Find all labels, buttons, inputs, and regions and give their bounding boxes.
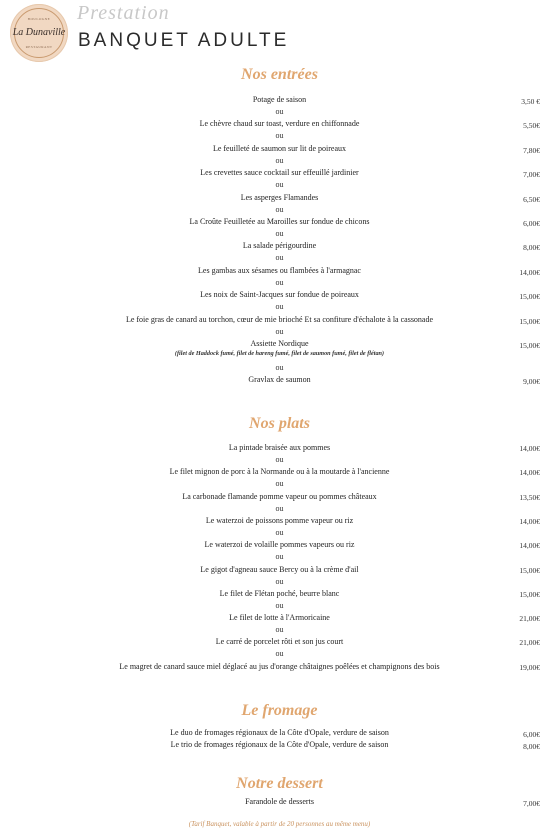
menu-item-name: Le filet mignon de porc à la Normande ou à la moutarde à l'ancienne	[169, 467, 390, 477]
or-separator: ou	[275, 503, 284, 513]
section-title-plats: Nos plats	[249, 415, 310, 432]
menu-item-price: 19,00€	[519, 662, 540, 672]
menu-item-name: Les asperges Flamandes	[240, 192, 319, 202]
or-separator: ou	[275, 326, 284, 336]
or-separator: ou	[275, 600, 284, 610]
menu-item-price: 21,00€	[519, 614, 540, 624]
menu-item-price: 7,80€	[523, 145, 540, 155]
menu-item-name: La pintade braisée aux pommes	[228, 443, 331, 452]
menu-item-price: 21,00€	[519, 638, 540, 648]
menu-item-name: Le trio de fromages régionaux de la Côte d'Opale, verdure de saison	[170, 739, 389, 749]
or-separator: ou	[275, 625, 284, 635]
menu-item-price: 3,50 €	[521, 97, 540, 106]
menu-item-name: Les crevettes sauce cocktail sur effeuillé jardinier	[200, 168, 359, 178]
menu-item-name: Le waterzoi de poissons pomme vapeur ou riz	[205, 515, 354, 525]
or-separator: ou	[275, 649, 284, 659]
or-separator: ou	[275, 302, 284, 312]
section-title-dessert: Notre dessert	[236, 775, 323, 792]
footer-note: (Tarif Banquet, valable à partir de 20 personnes au même menu)	[188, 820, 371, 828]
menu-item-name: La salade périgourdine	[242, 241, 317, 251]
menu-item-price: 7,00€	[523, 799, 540, 808]
or-separator: ou	[275, 552, 284, 562]
logo-top-text: BOULOGNE	[27, 17, 51, 21]
or-separator: ou	[275, 479, 284, 489]
menu-item-price: 15,00€	[519, 565, 540, 575]
menu-item-price: 14,00€	[519, 541, 540, 551]
menu-item-price: 15,00€	[519, 341, 540, 350]
menu-item-name: Le feuilleté de saumon sur lit de poireaux	[212, 143, 347, 153]
menu-item-name: Les noix de Saint-Jacques sur fondue de poireaux	[200, 290, 359, 300]
menu-item-name: La Croûte Feuilletée au Maroilles sur fondue de chicons	[189, 217, 370, 226]
or-separator: ou	[275, 253, 284, 263]
or-separator: ou	[275, 576, 284, 586]
or-separator: ou	[275, 455, 284, 464]
menu-item-name: Les gambas aux sésames ou flambées à l'armagnac	[198, 265, 361, 275]
logo-name: La Dunaville	[12, 27, 66, 38]
section-title-fromage: Le fromage	[241, 702, 318, 719]
menu-item-name: Le chèvre chaud sur toast, verdure en chiffonnade	[199, 119, 360, 129]
or-separator: ou	[275, 180, 284, 190]
or-separator: ou	[275, 131, 284, 141]
or-separator: ou	[275, 527, 284, 537]
menu-item-name: Le filet de lotte à l'Armoricaine	[229, 613, 330, 623]
or-separator: ou	[275, 229, 284, 238]
or-separator: ou	[275, 107, 284, 116]
menu-item-price: 15,00€	[519, 589, 540, 599]
section-title-entrees: Nos entrées	[241, 66, 318, 83]
menu-item-name: Assiette Nordique	[250, 339, 309, 348]
menu-item-price: 8,00€	[523, 243, 540, 253]
menu-item-name: Le carré de porcelet rôti et son jus court	[215, 637, 344, 647]
page-title: BANQUET ADULTE	[78, 30, 290, 51]
or-separator: ou	[275, 204, 284, 214]
logo	[10, 4, 68, 62]
menu-item-name: Le foie gras de canard au torchon, cœur de mie brioché Et sa confiture d'échalote à la cassonade	[125, 314, 434, 324]
menu-item-name: Gravlax de saumon	[248, 375, 311, 385]
menu-item-name: Le waterzoi de volaille pommes vapeurs ou riz	[204, 540, 355, 550]
menu-item-price: 7,00€	[523, 170, 540, 180]
or-separator: ou	[275, 363, 284, 372]
menu-item-price: 14,00€	[519, 267, 540, 277]
menu-item-price: 14,00€	[519, 468, 540, 478]
menu-item-name: Le duo de fromages régionaux de la Côte d'Opale, verdure de saison	[170, 728, 389, 737]
menu-item-name: La carbonade flamande pomme vapeur ou pommes châteaux	[182, 491, 377, 501]
menu-item-name: Le gigot d'agneau sauce Bercy ou à la crème d'ail	[200, 564, 359, 574]
menu-item-note: (filet de Haddock fumé, filet de hareng fumé, filet de saumon fumé, filet de flétan)	[174, 350, 385, 357]
menu-item-name: Le filet de Flétan poché, beurre blanc	[219, 588, 340, 598]
menu-item-price: 6,00€	[523, 730, 540, 739]
menu-item-price: 15,00€	[519, 292, 540, 302]
menu-item-price: 14,00€	[519, 444, 540, 453]
menu-item-price: 6,00€	[523, 219, 540, 228]
or-separator: ou	[275, 155, 284, 165]
menu-item-name: Farandole de desserts	[245, 797, 314, 806]
or-separator: ou	[275, 277, 284, 287]
script-title: Prestation	[77, 2, 170, 24]
menu-item-price: 6,50€	[523, 194, 540, 204]
menu-item-price: 14,00€	[519, 516, 540, 526]
menu-item-name: Potage de saison	[252, 95, 307, 104]
menu-item-price: 9,00€	[523, 377, 540, 387]
logo-bottom-text: RESTAURANT	[25, 45, 53, 49]
menu-item-price: 8,00€	[523, 741, 540, 751]
menu-item-name: Le magret de canard sauce miel déglacé au jus d'orange châtaignes poêlées et champignons des bois	[119, 661, 440, 671]
menu-item-price: 13,50€	[519, 492, 540, 502]
menu-item-price: 15,00€	[519, 316, 540, 326]
menu-item-price: 5,50€	[523, 121, 540, 131]
